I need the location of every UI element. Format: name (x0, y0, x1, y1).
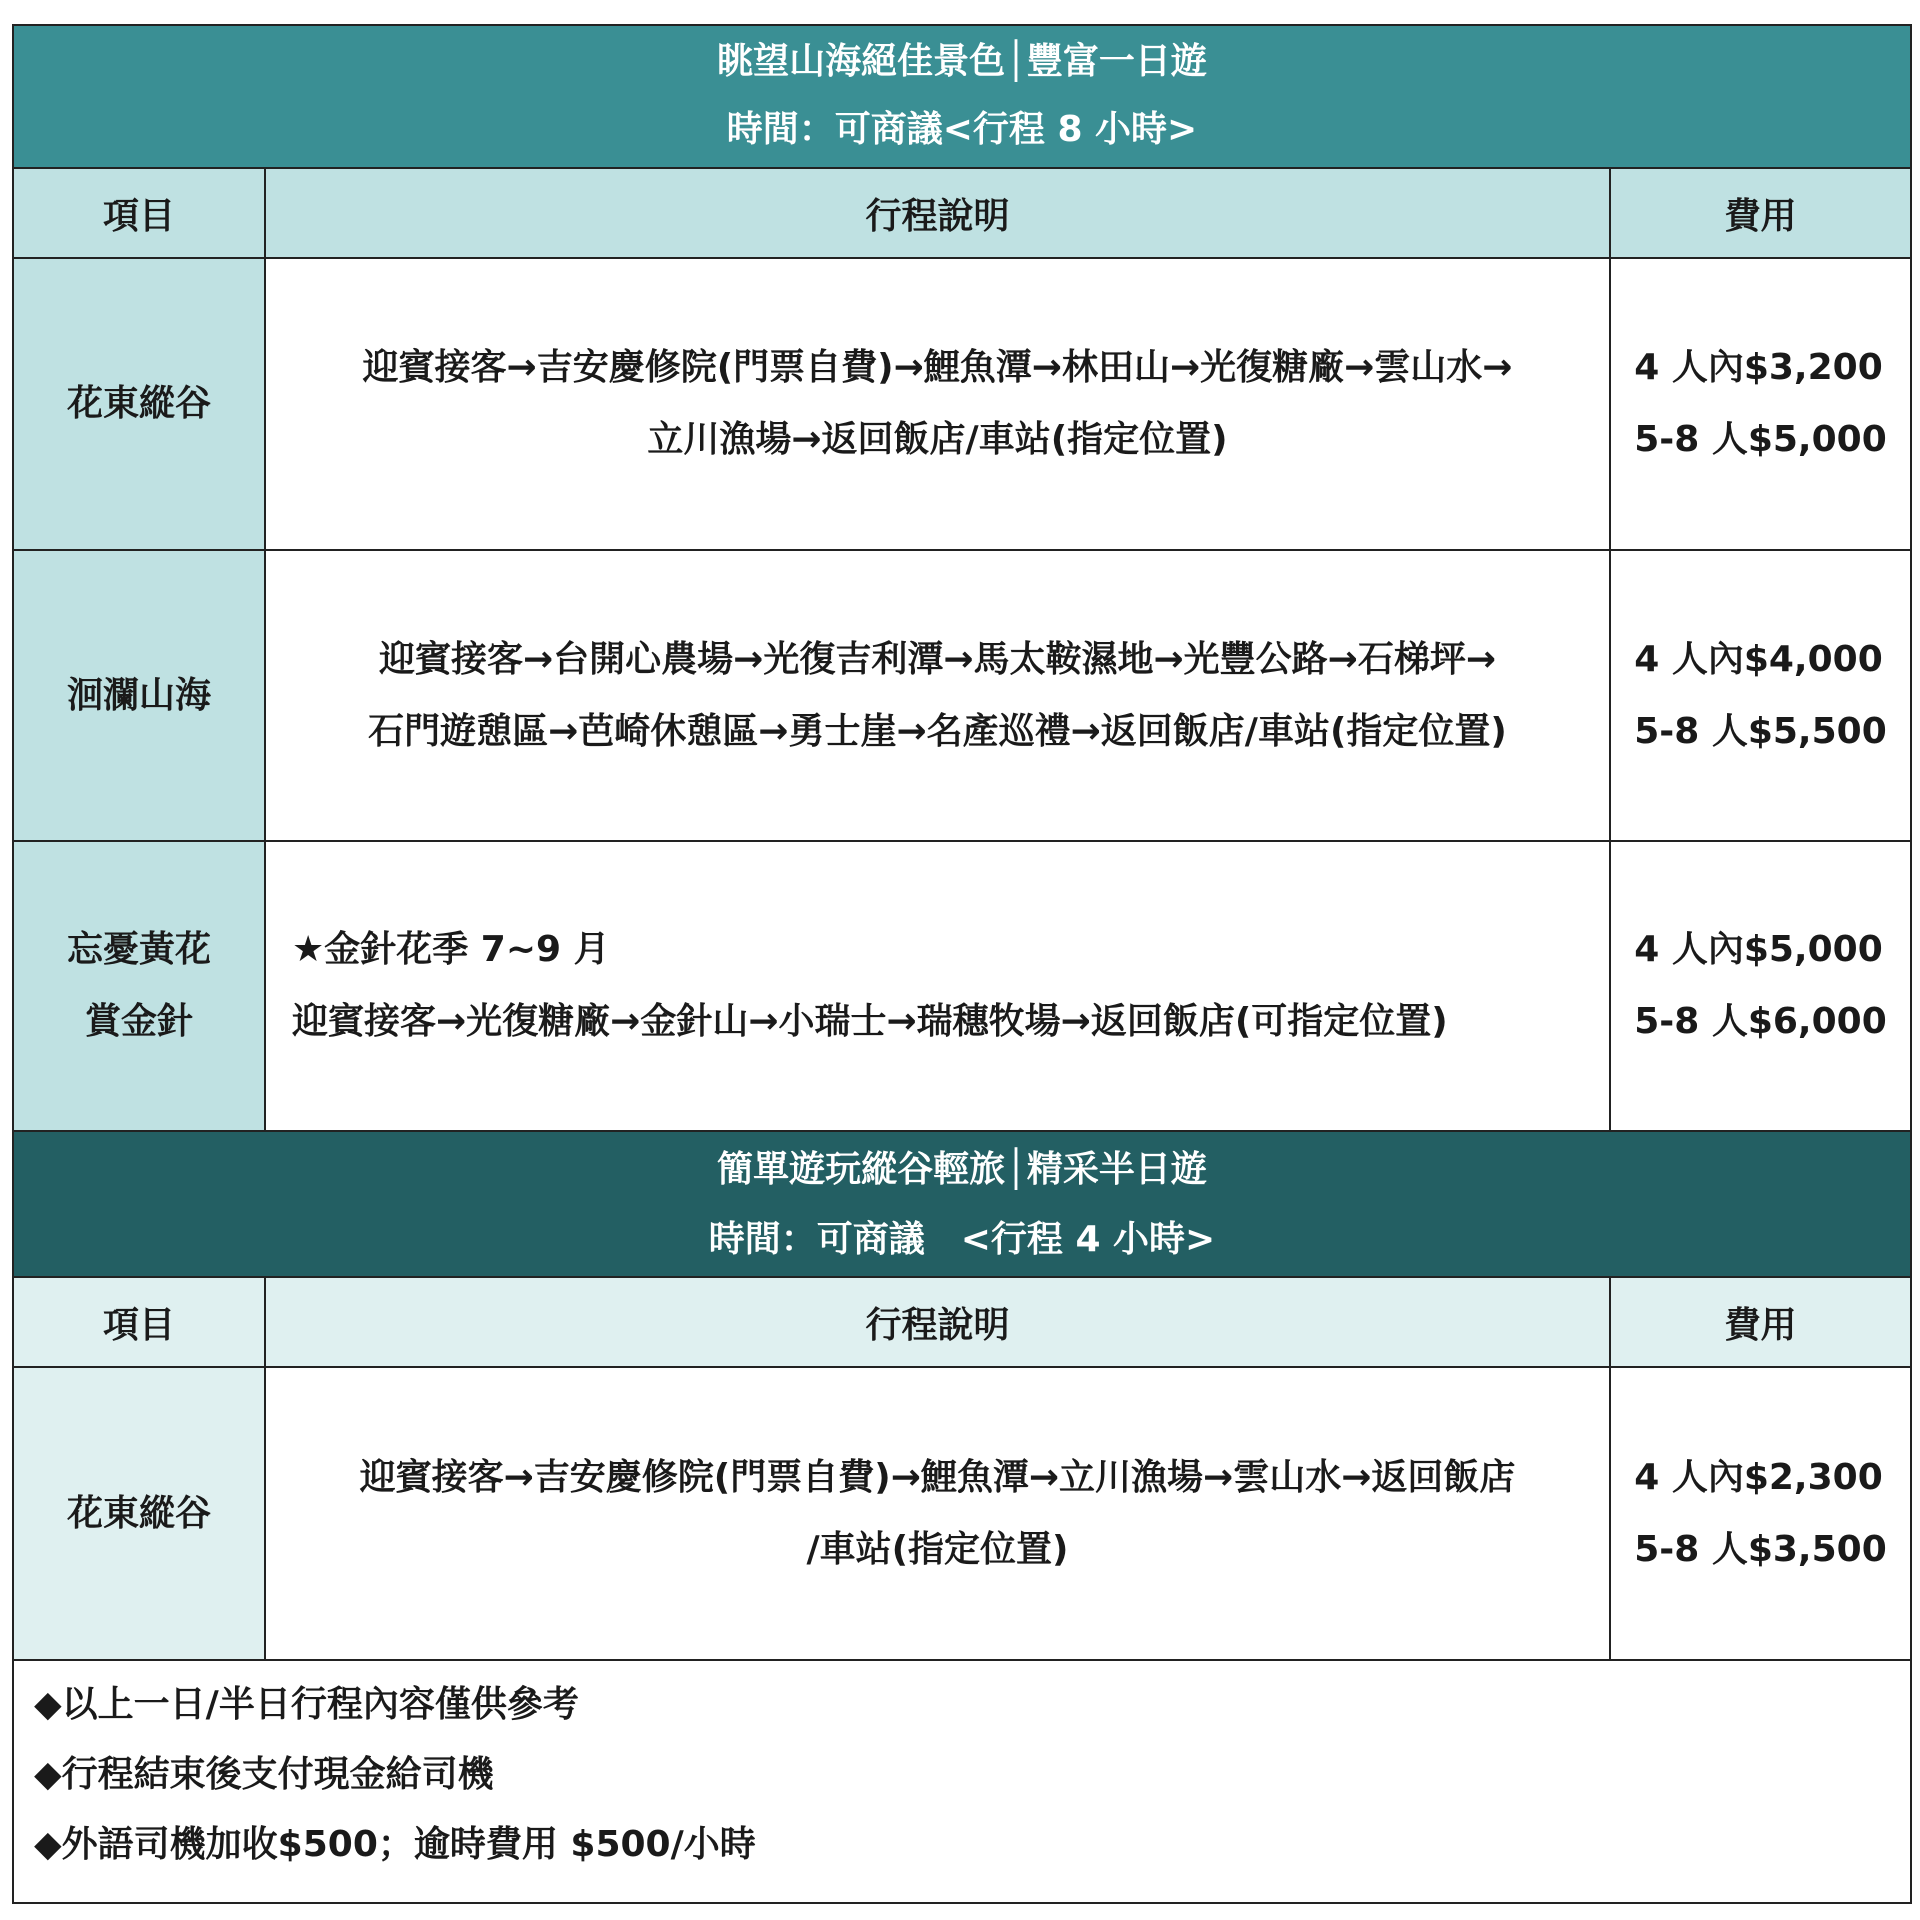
header-desc: 行程說明 (266, 169, 1611, 257)
desc-cell (266, 1368, 1611, 1659)
section2-time: 時間：可商議 <行程 4 小時> (708, 1219, 1216, 1260)
fee-line: 5-8 人$5,000 (1634, 419, 1887, 460)
desc-line: 迎賓接客→台開心農場→光復吉利潭→馬太鞍濕地→光豐公路→石梯坪→ (379, 638, 1496, 680)
item-name: 花東縱谷 (66, 1492, 211, 1534)
desc-line: ★金針花季 7~9 月 (292, 929, 610, 970)
note-line: ◆以上一日/半日行程內容僅供參考 (34, 1684, 579, 1725)
desc-line: 石門遊憩區→芭崎休憩區→勇士崖→名產巡禮→返回飯店/車站(指定位置) (368, 710, 1507, 752)
item-name: 忘憂黃花 (66, 929, 211, 970)
section2-banner (14, 1132, 1910, 1278)
header-desc: 行程說明 (266, 1278, 1611, 1366)
section1-header-row (14, 169, 1910, 259)
header-item: 項目 (14, 169, 266, 257)
item-cell (14, 551, 266, 840)
fee-cell (1611, 259, 1910, 549)
section1-title: 眺望山海絕佳景色│豐富一日遊 (717, 41, 1207, 82)
table-row (14, 551, 1910, 842)
fee-line: 4 人內$4,000 (1634, 638, 1883, 680)
item-cell (14, 259, 266, 549)
fee-line: 5-8 人$5,500 (1634, 710, 1887, 752)
desc-cell (266, 259, 1611, 549)
desc-line: 立川漁場→返回飯店/車站(指定位置) (647, 419, 1228, 460)
fee-cell (1611, 551, 1910, 840)
header-fee: 費用 (1724, 195, 1797, 237)
table-row (14, 1368, 1910, 1661)
fee-line: 5-8 人$3,500 (1634, 1528, 1887, 1570)
section1-time: 時間：可商議<行程 8 小時> (726, 109, 1198, 150)
fee-line: 4 人內$5,000 (1634, 929, 1883, 970)
section2-header-row (14, 1278, 1910, 1368)
fee-line: 4 人內$3,200 (1634, 347, 1883, 388)
header-fee: 費用 (1724, 1304, 1797, 1346)
table-row (14, 259, 1910, 551)
fee-cell (1611, 1368, 1910, 1659)
desc-line: 迎賓接客→吉安慶修院(門票自費)→鯉魚潭→林田山→光復糖廠→雲山水→ (362, 347, 1513, 388)
desc-line: /車站(指定位置) (806, 1528, 1069, 1570)
fee-line: 4 人內$2,300 (1634, 1456, 1883, 1498)
fee-line: 5-8 人$6,000 (1634, 1001, 1887, 1042)
section2-title: 簡單遊玩縱谷輕旅│精采半日遊 (717, 1149, 1207, 1190)
header-item: 項目 (14, 1278, 266, 1366)
desc-cell (266, 551, 1611, 840)
note-line: ◆外語司機加收$500；逾時費用 $500/小時 (34, 1824, 756, 1865)
notes-section (14, 1661, 1910, 1902)
item-cell (14, 1368, 266, 1659)
section1-banner (14, 26, 1910, 169)
fee-cell (1611, 842, 1910, 1130)
item-cell (14, 842, 266, 1130)
table-row (14, 842, 1910, 1132)
item-name: 花東縱谷 (66, 383, 211, 424)
desc-cell (266, 842, 1611, 1130)
item-name: 賞金針 (84, 1001, 193, 1042)
itinerary-document (12, 24, 1912, 1904)
desc-line: 迎賓接客→光復糖廠→金針山→小瑞士→瑞穗牧場→返回飯店(可指定位置) (292, 1001, 1448, 1042)
desc-line: 迎賓接客→吉安慶修院(門票自費)→鯉魚潭→立川漁場→雲山水→返回飯店 (359, 1456, 1516, 1498)
note-line: ◆行程結束後支付現金給司機 (34, 1754, 494, 1795)
item-name: 洄瀾山海 (66, 674, 211, 716)
